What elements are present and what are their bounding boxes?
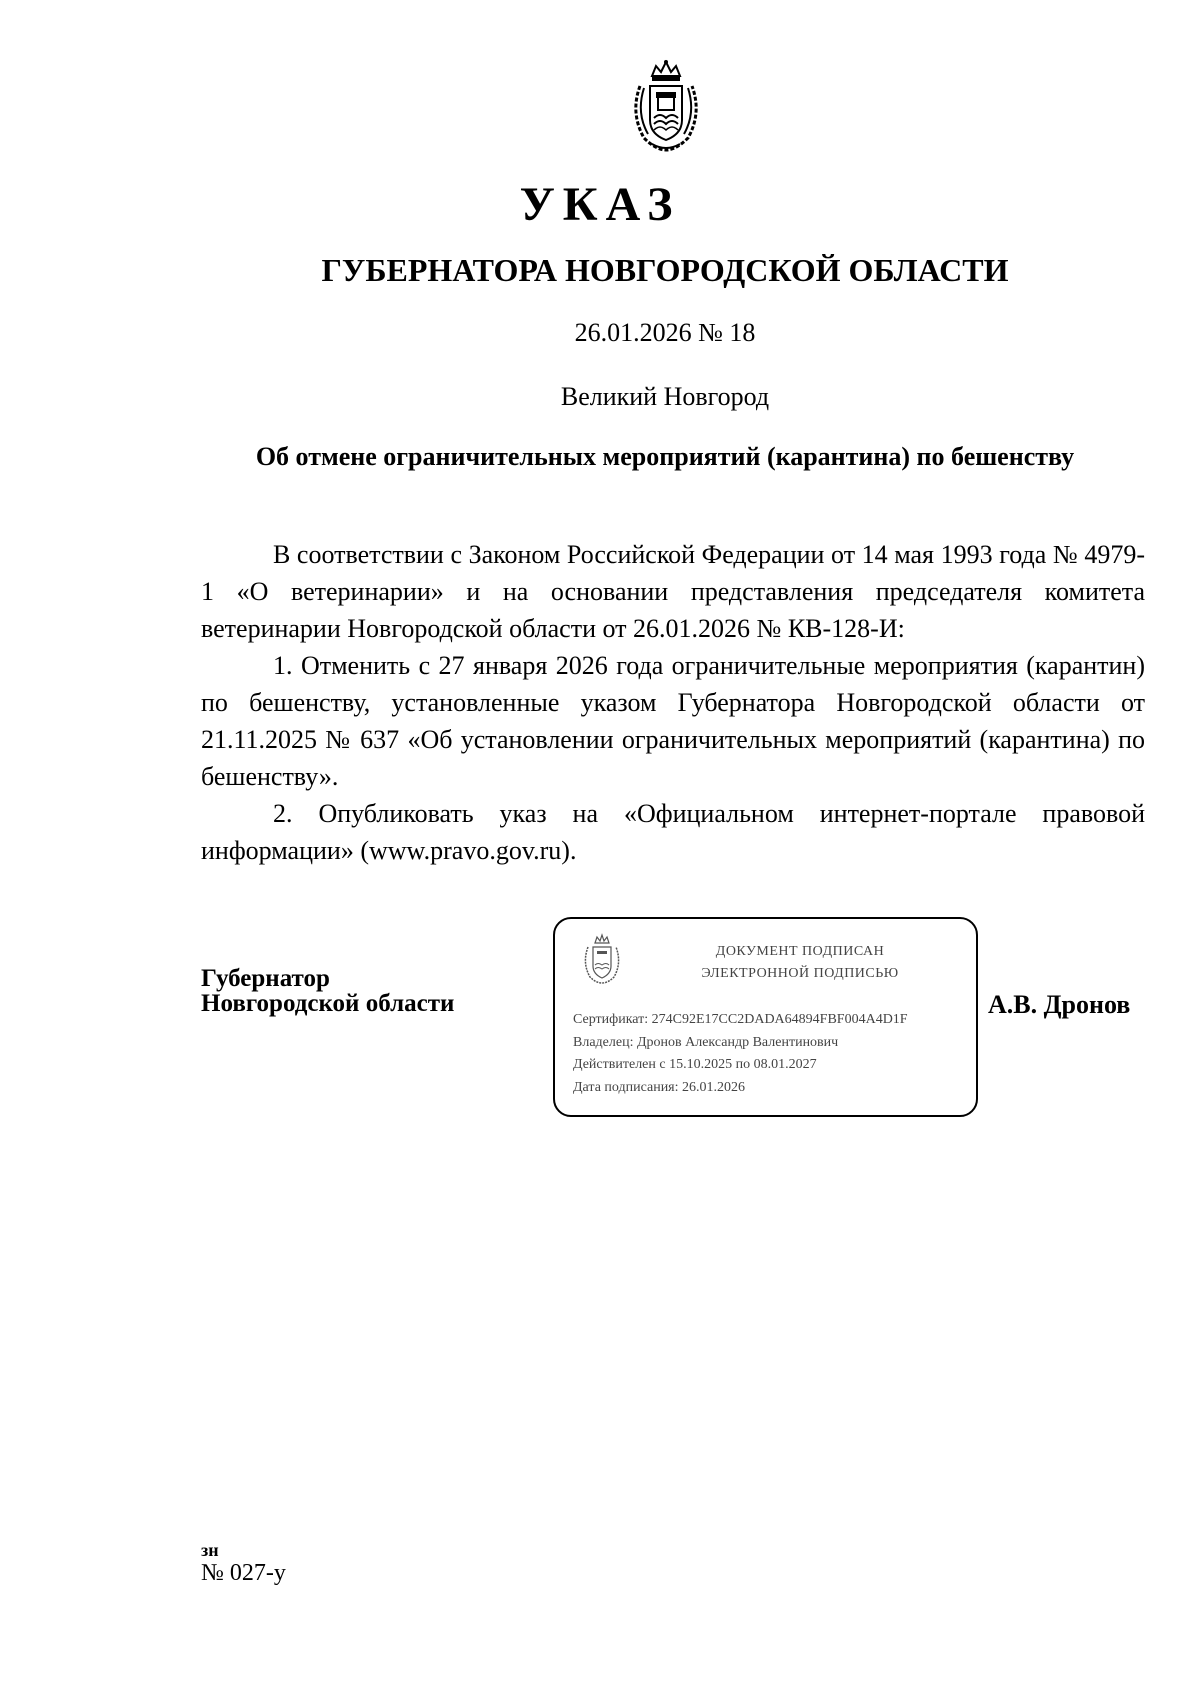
stamp-validity: Действителен с 15.10.2025 по 08.01.2027 <box>573 1057 817 1072</box>
body-paragraph-preamble: В соответствии с Законом Российской Федерации от 14 мая 1993 года № 4979-1 «О ветеринарии» и на основании представления председателя комитета ветеринарии Новгородской области от 26.01.2026 № КВ-128-И: <box>201 540 1145 643</box>
date-and-number: 26.01.2026 № 18 <box>574 318 756 347</box>
coat-of-arms-icon <box>626 58 706 154</box>
signatory-position-line-1: Губернатор <box>201 965 330 992</box>
footer-registry <box>201 1540 286 1586</box>
stamp-owner: Владелец: Дронов Александр Валентинович <box>573 1034 839 1050</box>
stamp-heading <box>655 941 945 985</box>
body-paragraph-item-1: 1. Отменить с 27 января 2026 года ограничительные мероприятия (карантин) по бешенству, установленные указом Губернатора Новгородской области от 21.11.2025 № 637 «Об установлении ограничительных мероприятий (карантина) по бешенству». <box>201 651 1145 791</box>
document-body <box>201 536 1145 869</box>
stamp-heading-line-1: ДОКУМЕНТ ПОДПИСАН <box>715 944 885 959</box>
city-name: Великий Новгород <box>560 382 770 411</box>
issuer-title: ГУБЕРНАТОРА НОВГОРОДСКОЙ ОБЛАСТИ <box>321 252 1009 288</box>
footer-initials: зн <box>201 1540 219 1560</box>
document-subject: Об отмене ограничительных мероприятий (карантина) по бешенству <box>255 442 1075 471</box>
stamp-signed-date: Дата подписания: 26.01.2026 <box>573 1079 746 1095</box>
stamp-certificate: Сертификат: 274C92E17CC2DADA64894FBF004A4D1F <box>573 1012 908 1027</box>
signatory-name: А.В. Дронов <box>988 990 1131 1019</box>
body-paragraph-item-2: 2. Опубликовать указ на «Официальном интернет-портале правовой информации» (www.pravo.gov.ru). <box>201 799 1145 865</box>
signatory-position-line-2: Новгородской области <box>201 990 455 1017</box>
stamp-heading-line-2: ЭЛЕКТРОННОЙ ПОДПИСЬЮ <box>701 966 899 981</box>
signatory-position <box>201 966 454 1016</box>
stamp-details <box>573 1009 908 1099</box>
electronic-signature-stamp <box>553 917 978 1117</box>
document-type-title: УКАЗ <box>519 178 681 231</box>
stamp-coat-of-arms-icon <box>580 933 624 985</box>
footer-registry-number: № 027-у <box>201 1560 286 1586</box>
